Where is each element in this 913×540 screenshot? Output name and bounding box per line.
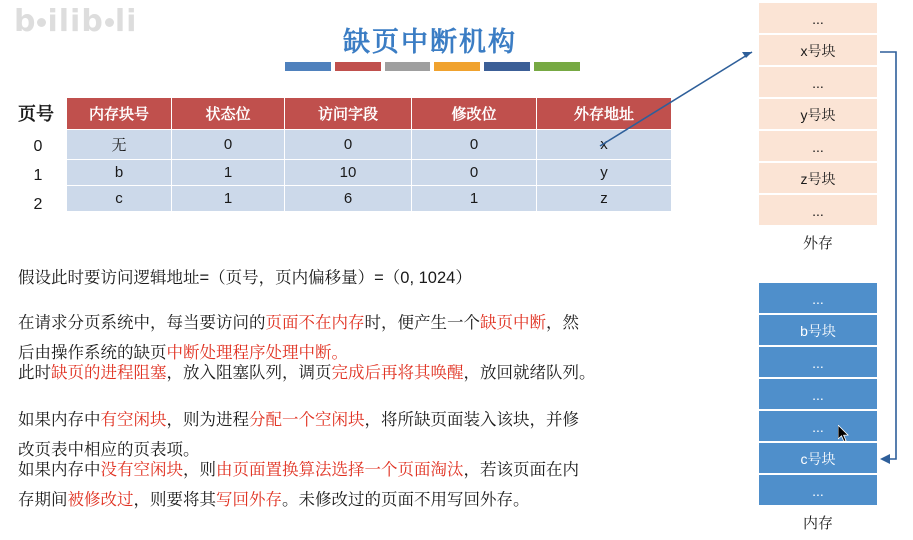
p4-text-c: ，若该页面在内	[463, 461, 579, 479]
p2-text-a: 此时	[18, 364, 51, 382]
p1-highlight-handler: 中断处理程序处理中断。	[166, 344, 348, 362]
p2-text-b: ，放入阻塞队列，调页	[166, 364, 332, 382]
watermark-text-mid: ilib	[47, 4, 104, 39]
assumption-text: 假设此时要访问逻辑地址=（页号，页内偏移量）=（0, 1024）	[18, 269, 472, 287]
external-cell-6: ...	[758, 194, 878, 226]
p2-highlight-wakeup: 完成后再将其唤醒	[331, 364, 464, 382]
external-cell-x: x号块	[758, 34, 878, 66]
column-header-external-address: 外存地址	[537, 98, 672, 130]
p4-highlight-modified: 被修改过	[67, 491, 134, 509]
title-bar-4	[434, 62, 480, 71]
p3-text-d: 改页表中相应的页表项。	[18, 441, 200, 459]
p4-highlight-no-free: 没有空闲块	[100, 461, 183, 479]
p3-text-c: ，将所缺页面装入该块，并修	[364, 411, 579, 429]
internal-cell-2: ...	[758, 346, 878, 378]
internal-cell-3: ...	[758, 378, 878, 410]
bilibili-watermark	[14, 4, 137, 39]
cell-r0-c4: x	[537, 130, 672, 160]
cell-r1-c4: y	[537, 160, 672, 186]
p3-text-b: ，则为进程	[166, 411, 249, 429]
external-cell-4: ...	[758, 130, 878, 162]
watermark-dot-icon	[37, 18, 46, 27]
external-cell-0: ...	[758, 2, 878, 34]
p3-text-a: 如果内存中	[18, 411, 101, 429]
row-index-0: 0	[33, 138, 43, 155]
p1-text-c: ，然	[546, 314, 579, 332]
page-table	[66, 97, 672, 212]
title-bar-2	[335, 62, 381, 71]
watermark-dot-icon	[105, 18, 114, 27]
p2-text-c: ，放回就绪队列。	[463, 364, 596, 382]
cell-r1-c2: 10	[285, 160, 412, 186]
column-header-modify-bit: 修改位	[412, 98, 537, 130]
internal-memory-column	[758, 282, 878, 506]
cell-r1-c0: b	[67, 160, 172, 186]
cell-r0-c2: 0	[285, 130, 412, 160]
column-header-block-number: 内存块号	[67, 98, 172, 130]
p4-highlight-replacement: 由页面置换算法选择一个页面淘汰	[216, 461, 464, 479]
row-index-2: 2	[33, 196, 43, 213]
paragraph-assumption	[18, 263, 718, 293]
p1-text-a: 在请求分页系统中，每当要访问的	[18, 314, 266, 332]
internal-cell-c: c号块	[758, 442, 878, 474]
page-number-label: 页号	[18, 104, 54, 124]
title-bar-3	[385, 62, 431, 71]
internal-cell-4: ...	[758, 410, 878, 442]
external-cell-y: y号块	[758, 98, 878, 130]
p1-highlight-not-in-memory: 页面不在内存	[265, 314, 365, 332]
cell-r1-c3: 0	[412, 160, 537, 186]
table-row	[67, 130, 672, 160]
p2-highlight-block: 缺页的进程阻塞	[51, 364, 167, 382]
p4-text-b: ，则	[183, 461, 216, 479]
p4-text-e: ，则要将其	[133, 491, 216, 509]
internal-memory-caption: 内存	[802, 515, 833, 532]
p4-text-a: 如果内存中	[18, 461, 101, 479]
cell-r2-c3: 1	[412, 186, 537, 212]
p3-highlight-allocate: 分配一个空闲块	[249, 411, 365, 429]
external-memory-caption: 外存	[802, 235, 833, 252]
page-title: 缺页中断机构	[343, 27, 517, 57]
column-header-status-bit: 状态位	[172, 98, 285, 130]
cell-r2-c2: 6	[285, 186, 412, 212]
external-cell-2: ...	[758, 66, 878, 98]
p3-highlight-has-free: 有空闲块	[100, 411, 167, 429]
cell-r1-c1: 1	[172, 160, 285, 186]
title-decoration-bars	[285, 62, 580, 71]
p1-text-d: 后由操作系统的缺页	[18, 344, 167, 362]
p1-text-b: 时，便产生一个	[364, 314, 480, 332]
mouse-cursor-icon	[838, 425, 850, 443]
title-bar-6	[534, 62, 580, 71]
table-header-row	[67, 98, 672, 130]
external-memory-column	[758, 2, 878, 226]
cell-r2-c4: z	[537, 186, 672, 212]
table-row	[67, 186, 672, 212]
watermark-text-right: li	[114, 4, 138, 39]
table-row	[67, 160, 672, 186]
row-index-1: 1	[33, 167, 43, 184]
paragraph-no-free-block	[18, 455, 718, 515]
internal-cell-6: ...	[758, 474, 878, 506]
cell-r0-c0: 无	[67, 130, 172, 160]
internal-cell-b: b号块	[758, 314, 878, 346]
watermark-text-left: b	[14, 4, 37, 39]
cell-r2-c1: 1	[172, 186, 285, 212]
cell-r0-c1: 0	[172, 130, 285, 160]
column-header-access-field: 访问字段	[285, 98, 412, 130]
paragraph-process-block	[18, 358, 718, 388]
p4-text-d: 存期间	[18, 491, 68, 509]
p4-text-f: 。未修改过的页面不用写回外存。	[282, 491, 530, 509]
p4-highlight-writeback: 写回外存	[216, 491, 282, 509]
arrow-external-to-internal	[880, 52, 896, 464]
title-bar-1	[285, 62, 331, 71]
external-cell-z: z号块	[758, 162, 878, 194]
title-bar-5	[484, 62, 530, 71]
internal-cell-0: ...	[758, 282, 878, 314]
cell-r2-c0: c	[67, 186, 172, 212]
cell-r0-c3: 0	[412, 130, 537, 160]
p1-highlight-page-fault: 缺页中断	[480, 314, 546, 332]
